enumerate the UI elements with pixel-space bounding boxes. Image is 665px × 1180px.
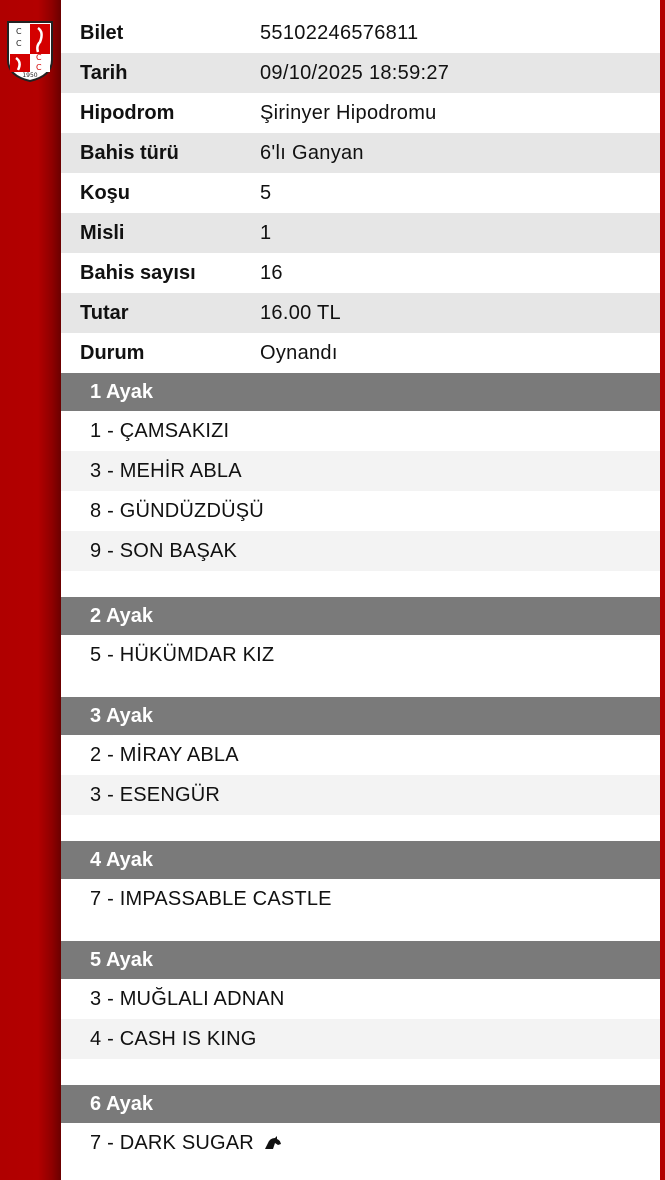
svg-text:C: C [16,39,22,48]
horse-name: 3 - MEHİR ABLA [90,459,242,482]
leg-header: 5 Ayak [61,941,660,979]
leg-spacer [61,815,660,841]
horse-name: 3 - MUĞLALI ADNAN [90,987,285,1010]
svg-text:C: C [36,63,42,72]
horse-head-icon [264,1136,282,1150]
info-label: Hipodrom [80,101,175,124]
horse-name: 5 - HÜKÜMDAR KIZ [90,643,275,666]
info-row [61,253,660,293]
svg-text:C: C [16,27,22,36]
info-value: 16.00 TL [260,301,341,324]
info-label: Bahis türü [80,141,179,164]
horse-name: 3 - ESENGÜR [90,783,221,806]
horse-row [61,451,660,491]
info-row [61,173,660,213]
leg-header: 1 Ayak [61,373,660,411]
info-value: 09/10/2025 18:59:27 [260,61,450,84]
horse-name: 8 - GÜNDÜZDÜŞÜ [90,499,264,522]
leg-spacer [61,675,660,697]
horse-name: 1 - ÇAMSAKIZI [90,419,230,442]
leg-header: 2 Ayak [61,597,660,635]
horse-row [61,1123,660,1163]
info-label: Misli [80,221,125,244]
info-row [61,133,660,173]
horse-row [61,491,660,531]
leg-header: 6 Ayak [61,1085,660,1123]
info-value: 55102246576811 [260,21,419,44]
logo-year: 1950 [22,72,38,79]
info-value: Oynandı [260,341,338,364]
info-label: Bahis sayısı [80,261,196,284]
info-label: Tarih [80,61,128,84]
leg-header: 3 Ayak [61,697,660,735]
horse-row [61,1019,660,1059]
club-logo [6,20,54,82]
info-value: 1 [260,221,272,244]
info-label: Koşu [80,181,130,204]
info-value: 6'lı Ganyan [260,141,364,164]
horse-row [61,411,660,451]
horse-name: 2 - MİRAY ABLA [90,743,239,766]
info-label: Durum [80,341,145,364]
info-row [61,93,660,133]
info-label: Tutar [80,301,129,324]
coupon-info-table [61,13,660,373]
info-row [61,293,660,333]
horse-row [61,635,660,675]
horse-name: 9 - SON BAŞAK [90,539,238,562]
leg-spacer [61,571,660,597]
info-value: 5 [260,181,272,204]
left-side-bar [0,0,61,1180]
leg-header: 4 Ayak [61,841,660,879]
info-row [61,13,660,53]
horse-row [61,531,660,571]
legs-list [61,373,660,1163]
info-value: Şirinyer Hipodromu [260,101,437,124]
info-row [61,213,660,253]
leg-spacer [61,1059,660,1085]
right-side-bar [660,0,665,1180]
info-label: Bilet [80,21,124,44]
horse-row [61,879,660,919]
info-row [61,333,660,373]
horse-row [61,979,660,1019]
leg-spacer [61,919,660,941]
horse-name: 4 - CASH IS KING [90,1027,257,1050]
info-row [61,53,660,93]
coupon-detail [61,13,660,1163]
horse-name: 7 - DARK SUGAR [90,1131,254,1154]
horse-row [61,775,660,815]
horse-name: 7 - IMPASSABLE CASTLE [90,887,332,910]
svg-text:C: C [36,53,42,62]
info-value: 16 [260,261,283,284]
horse-row [61,735,660,775]
